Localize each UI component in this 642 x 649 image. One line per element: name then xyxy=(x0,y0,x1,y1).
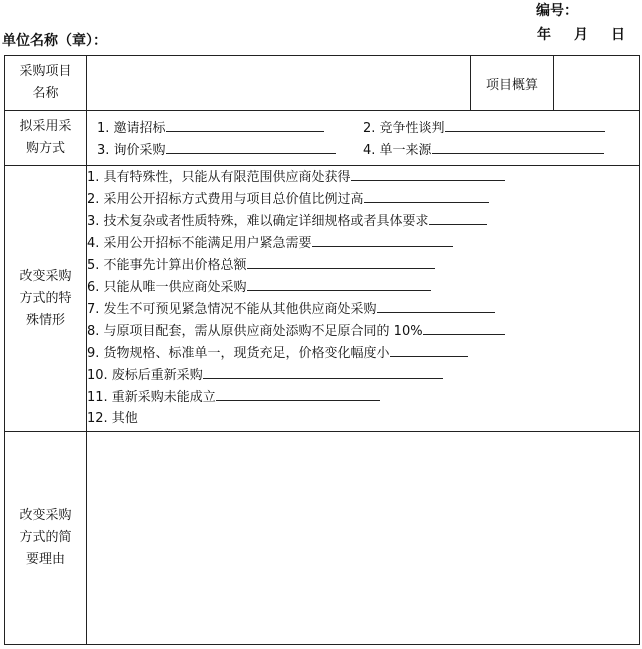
case-item[interactable]: 4. 采用公开招标不能满足用户紧急需要 xyxy=(87,232,639,254)
unit-name-label: 单位名称（章）： xyxy=(2,33,107,49)
method-blank-invite[interactable] xyxy=(166,117,324,132)
method-options xyxy=(87,111,640,166)
serial-number-label: 编号： xyxy=(536,3,578,19)
method-option-single-source[interactable]: 4. 单一来源 xyxy=(363,139,604,161)
cases-list xyxy=(87,166,640,432)
method-row xyxy=(5,111,640,166)
case-item[interactable]: 8. 与原项目配套，需从原供应商处添购不足原合同的 10% xyxy=(87,320,639,342)
method-blank-negotiation[interactable] xyxy=(445,117,605,132)
date-year-label: 年 xyxy=(537,27,551,43)
case-item[interactable]: 2. 采用公开招标方式费用与项目总价值比例过高 xyxy=(87,188,639,210)
reason-label: 改变采购 方式的简 要理由 xyxy=(5,432,87,645)
cases-label: 改变采购 方式的特 殊情形 xyxy=(5,166,87,432)
project-budget-field[interactable] xyxy=(554,56,640,111)
project-budget-label: 项目概算 xyxy=(471,56,554,111)
method-label: 拟采用采 购方式 xyxy=(5,111,87,166)
case-item[interactable]: 12. 其他 xyxy=(87,411,138,426)
project-row xyxy=(5,56,640,111)
method-option-invite[interactable]: 1. 邀请招标 xyxy=(97,117,324,139)
case-item[interactable]: 7. 发生不可预见紧急情况不能从其他供应商处采购 xyxy=(87,298,639,320)
case-item[interactable]: 10. 废标后重新采购 xyxy=(87,364,639,386)
project-name-label: 采购项目 名称 xyxy=(5,56,87,111)
method-blank-inquiry[interactable] xyxy=(166,139,336,154)
case-item[interactable]: 3. 技术复杂或者性质特殊，难以确定详细规格或者具体要求 xyxy=(87,210,639,232)
procurement-form-table xyxy=(4,55,640,645)
case-item[interactable]: 1. 具有特殊性，只能从有限范围供应商处获得 xyxy=(87,166,639,188)
date-line xyxy=(537,24,625,44)
case-item[interactable]: 11. 重新采购未能成立 xyxy=(87,386,639,408)
date-month-label: 月 xyxy=(574,27,588,43)
case-item[interactable]: 6. 只能从唯一供应商处采购 xyxy=(87,276,639,298)
case-item[interactable]: 5. 不能事先计算出价格总额 xyxy=(87,254,639,276)
method-option-negotiation[interactable]: 2. 竞争性谈判 xyxy=(363,117,605,139)
reason-field[interactable] xyxy=(87,432,640,645)
reason-row xyxy=(5,432,640,645)
method-option-inquiry[interactable]: 3. 询价采购 xyxy=(97,139,336,161)
cases-row xyxy=(5,166,640,432)
project-name-field[interactable] xyxy=(87,56,471,111)
method-blank-single-source[interactable] xyxy=(432,139,604,154)
case-item[interactable]: 9. 货物规格、标准单一，现货充足，价格变化幅度小 xyxy=(87,342,639,364)
date-day-label: 日 xyxy=(611,27,625,43)
